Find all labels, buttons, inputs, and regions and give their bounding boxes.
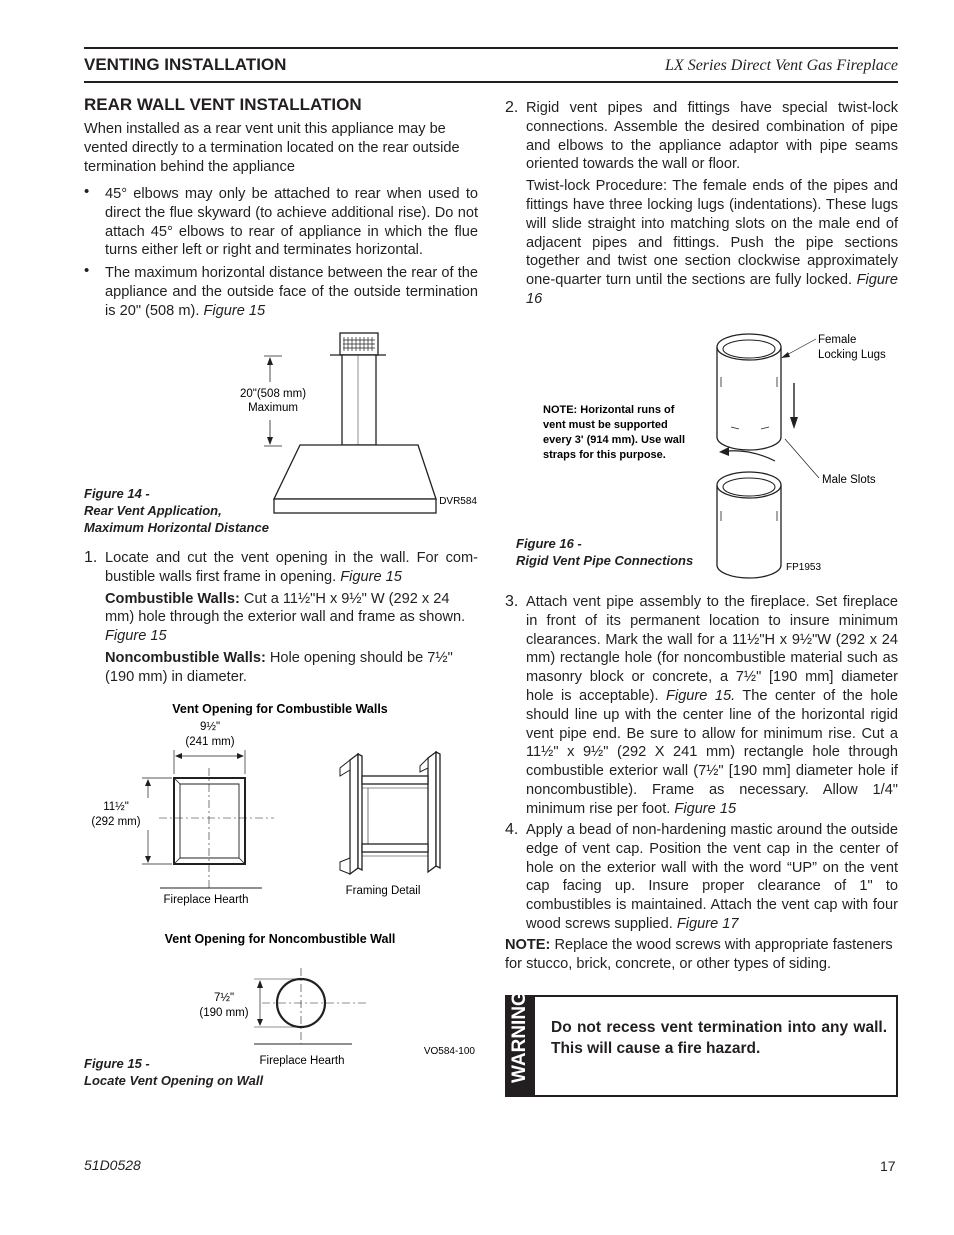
step-text-main: Locate and cut the vent opening in the wall. For com-bustible walls first frame in opening. <box>105 550 478 585</box>
warning-text: Do not recess vent termination into any wall. This will cause a fire hazard. <box>551 1019 887 1057</box>
step-3 <box>505 593 898 819</box>
step-text: Rigid vent pipes and fittings have special twist-lock connections. Assemble the desired combination of pipe and elbows to the appliance adaptor with pipe seams oriented towards the wall or floor. <box>526 100 898 173</box>
warning-label: WARNING <box>509 991 530 1083</box>
step-text-main: Apply a bead of non-hardening mastic around the outside edge of vent cap. Position the vent cap in the center of hole on the exterior wall with the word “UP” on the vent cap facing up. Insure proper clearance of 1" to combustibles is maintained. Attach the vent cap with four wood screws supplied. <box>526 822 898 932</box>
step-1 <box>84 549 478 687</box>
female-pipe <box>717 334 781 450</box>
figure-reference: Figure 15 <box>203 302 266 319</box>
fireplace-hood <box>274 445 436 499</box>
figure-reference: Figure 15 <box>340 568 402 585</box>
step-text-b: The center of the hole should line up with the center line of the horizontal rigid vent pipe end. Be sure to allow for minimum rise. Cut a 11½" x 9½" (292 X 241 mm) rectangle hole through combustible exterior wall (7½" [190 mm] diameter hole if noncombustible). Frame as necessary. Allow 1/4" minimum rise per foot. <box>526 687 898 817</box>
height-label: 11½" <box>103 801 129 813</box>
warning-bar <box>507 991 535 1095</box>
width-label: 9½" <box>199 721 221 733</box>
bullet-dot: • <box>84 262 90 279</box>
step-4 <box>505 821 898 934</box>
noncombustible-label: Noncombustible Walls: <box>105 649 266 666</box>
step-2 <box>505 99 898 309</box>
width-label: (241 mm) <box>185 736 235 748</box>
caption-line: Rear Vent Application, <box>84 503 222 518</box>
intro-paragraph: When installed as a rear vent unit this appliance may be vented directly to a termination located on the rear outside termination behind the appliance <box>84 121 460 175</box>
male-slots-label: Male Slots <box>822 474 876 486</box>
caption-line: Figure 16 - <box>516 536 582 551</box>
step-number: 2. <box>505 99 519 116</box>
support-note: NOTE: Horizontal runs of <box>543 404 675 416</box>
figure-code: FP1953 <box>786 562 822 573</box>
vent-pipe <box>342 355 376 445</box>
step-number: 4. <box>505 821 519 838</box>
caption-line: Maximum Horizontal Distance <box>84 520 269 535</box>
bullet-text-main: The maximum horizontal distance between the rear of the appliance and the outside face of the outside termination is 20" (508 m). <box>105 265 478 319</box>
noncombustible-diagram-title: Vent Opening for Noncombustible Wall <box>164 932 396 946</box>
step-text <box>526 593 898 819</box>
figure-15-caption <box>84 1055 263 1089</box>
figure-reference: Figure 15 <box>105 628 167 645</box>
combustible-label: Combustible Walls: <box>105 590 240 607</box>
header-bottom-rule <box>84 81 898 83</box>
noncombustible-text: Hole opening should be 7½" (190 mm) in diameter. <box>105 649 453 685</box>
step-text <box>526 821 898 934</box>
rear-wall-heading: REAR WALL VENT INSTALLATION <box>84 95 362 114</box>
noncombustible-walls-text <box>105 649 478 687</box>
framing-detail-label: Framing Detail <box>345 885 421 897</box>
female-lugs-label: Female <box>818 334 857 346</box>
caption-line: Figure 14 - <box>84 486 150 501</box>
female-lugs-label: Locking Lugs <box>818 349 886 361</box>
male-pipe <box>717 472 781 578</box>
hearth-label: Fireplace Hearth <box>259 1055 345 1067</box>
figure-14-caption <box>84 485 269 536</box>
page-number: 17 <box>880 1158 896 1174</box>
step-number: 3. <box>505 593 519 610</box>
figure-reference: Figure 15 <box>674 800 737 817</box>
dimension-label: Maximum <box>248 402 298 414</box>
support-note: every 3' (914 mm). Use wall <box>543 434 686 446</box>
figure-code: DVR584 <box>439 496 477 507</box>
bullet-item <box>84 185 478 260</box>
diameter-label: (190 mm) <box>199 1007 249 1019</box>
step-text <box>105 549 478 587</box>
header-top-rule <box>84 47 898 49</box>
step-text-a: Attach vent pipe assembly to the fireplace. Set fireplace in front of its permanent location to insure minimum clearances. Mark the wall for a 11½"H x 9½"W (292 x 24 mm) rectangle hole (for noncombustible material such as masonry block or concrete, a 7½" [190 mm] diameter hole is acceptable). <box>526 594 898 704</box>
figure-reference: Figure 17 <box>676 915 739 932</box>
note-text: Replace the wood screws with appropriate fasteners for stucco, brick, concrete, or other types of siding. <box>505 937 893 972</box>
fastener-note <box>505 936 898 974</box>
document-number: 51D0528 <box>84 1157 141 1173</box>
twist-lock-procedure <box>526 177 898 309</box>
framing-detail-drawing <box>340 752 440 874</box>
bullet-text: 45° elbows may only be attached to rear when used to direct the flue skyward (to achieve additional rise). Do not attach 45° elbows to rear of appliance in which the flue turns either left or right and terminates horizontal. <box>105 186 478 259</box>
caption-line: Rigid Vent Pipe Connections <box>516 553 694 568</box>
dimension-label: 20"(508 mm) <box>239 388 307 400</box>
step-number: 1. <box>84 549 98 566</box>
note-label: NOTE: <box>505 937 551 953</box>
twist-arrow <box>727 451 775 461</box>
combustible-text: Cut a 11½"H x 9½" W (292 x 24 mm) hole through the exterior wall and frame as shown. <box>105 590 466 626</box>
caption-line: Figure 15 - <box>84 1056 150 1071</box>
figure-reference: Figure 16 <box>526 272 898 307</box>
bullet-text <box>105 264 478 320</box>
figure-16-caption <box>516 535 693 569</box>
combustible-diagram-title: Vent Opening for Combustible Walls <box>172 702 388 716</box>
height-label: (292 mm) <box>91 816 141 828</box>
caption-line: Locate Vent Opening on Wall <box>84 1073 264 1088</box>
combustible-opening <box>174 778 245 864</box>
warning-box <box>505 991 898 1097</box>
figure-reference: Figure 15. <box>666 687 736 704</box>
support-note: straps for this purpose. <box>543 449 666 461</box>
combustible-walls-text <box>105 590 478 646</box>
section-title: VENTING INSTALLATION <box>84 55 287 74</box>
twist-lock-text: Twist-lock Procedure: The female ends of the pipes and fittings have three locking lugs (indentations). These lugs will slide straight into matching slots on the male end of adjacent pipes and fittings. Push the pipe sections together and twist one section clockwise approximately one-quarter turn until the sections are fully locked. <box>526 178 898 289</box>
bullet-item <box>84 264 478 320</box>
figure-code: VO584-100 <box>423 1046 475 1057</box>
support-note: vent must be supported <box>543 419 668 431</box>
figure-15-diagram <box>84 698 484 1070</box>
hearth-label: Fireplace Hearth <box>163 894 249 906</box>
product-title: LX Series Direct Vent Gas Fireplace <box>665 57 898 74</box>
bullet-dot: • <box>84 183 90 200</box>
diameter-label: 7½" <box>213 992 235 1004</box>
